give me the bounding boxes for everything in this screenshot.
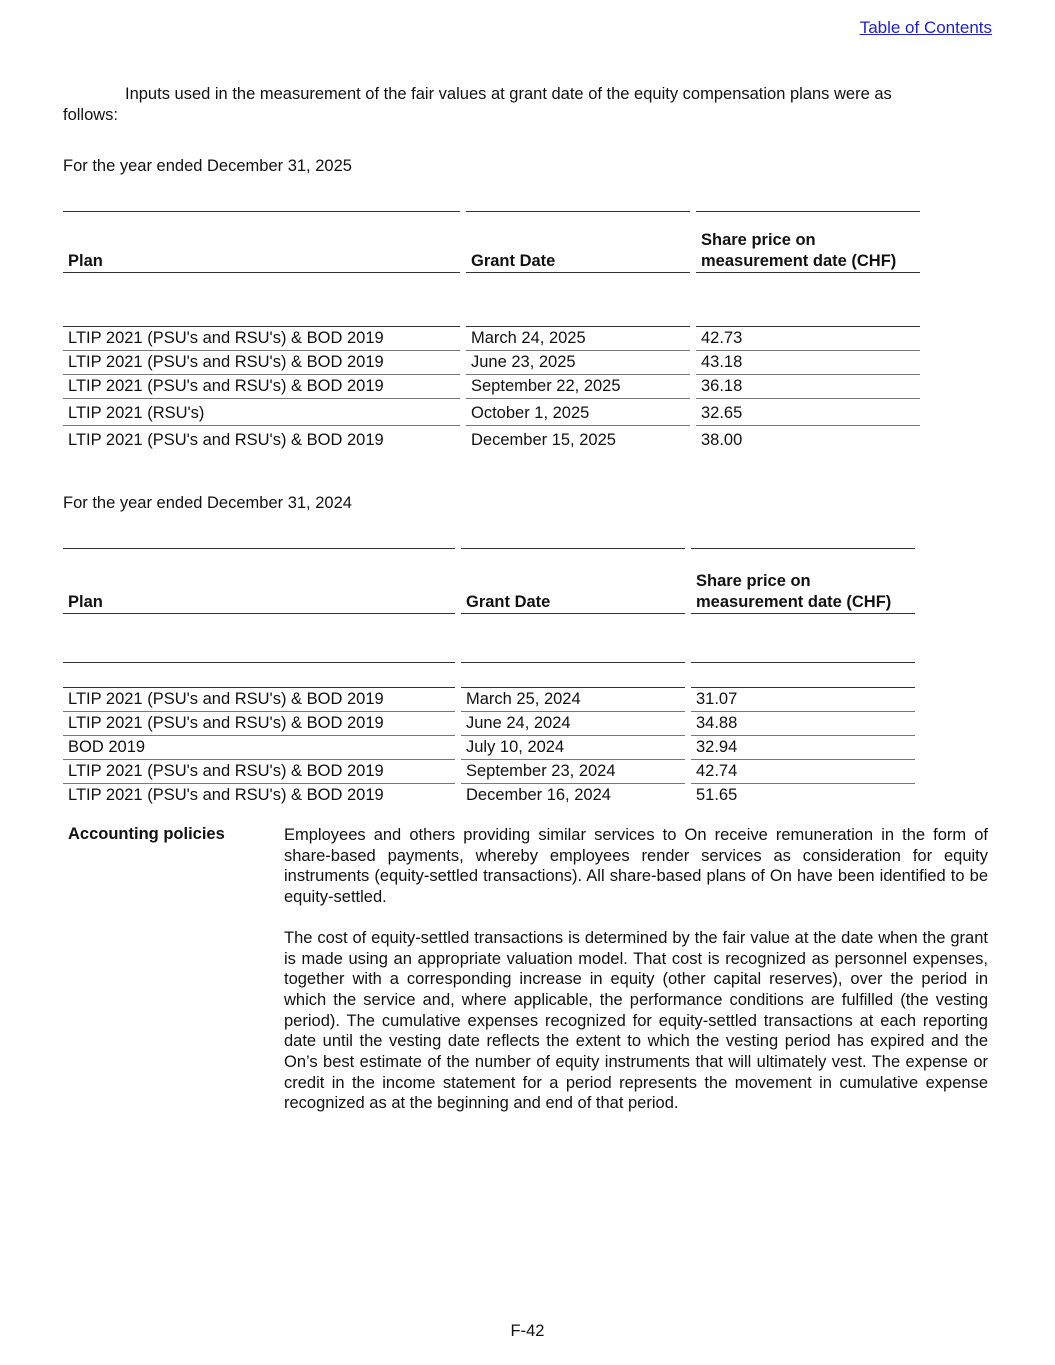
accounting-policies-body [284, 825, 988, 1134]
table-row: LTIP 2021 (PSU's and RSU's) & BOD 2019 September 22, 2025 36.18 [63, 375, 920, 399]
table-2025-title: For the year ended December 31, 2025 [63, 157, 352, 175]
table-2024-title: For the year ended December 31, 2024 [63, 494, 352, 512]
table-row: LTIP 2021 (PSU's and RSU's) & BOD 2019 June 24, 2024 34.88 [63, 712, 915, 736]
table-2025 [57, 211, 926, 452]
policy-paragraph: The cost of equity-settled transactions is determined by the fair value at the date when the grant is made using an appropriate valuation model. That cost is recognized as personnel expenses, together with a corresponding increase in equity (other capital reserves), over the period in which the service and, where applicable, the performance conditions are fulfilled (the vesting period). The cumulative expenses recognized for equity-settled transactions at each reporting date until the vesting date reflects the extent to which the vesting period has expired and the On’s best estimate of the number of equity instruments that will ultimately vest. The expense or credit in the income statement for a period represents the movement in cumulative expense recognized as at the beginning and end of that period. [284, 928, 988, 1113]
table-row: LTIP 2021 (PSU's and RSU's) & BOD 2019 March 25, 2024 31.07 [63, 687, 915, 712]
table-row: BOD 2019 July 10, 2024 32.94 [63, 736, 915, 760]
intro-paragraph [63, 84, 943, 126]
page-number: F-42 [510, 1322, 545, 1340]
intro-text: Inputs used in the measurement of the fair values at grant date of the equity compensation plans were as follows: [63, 85, 892, 124]
table-row: LTIP 2021 (PSU's and RSU's) & BOD 2019 December 15, 2025 38.00 [68, 431, 743, 449]
policy-paragraph: Employees and others providing similar services to On receive remuneration in the form of share-based payments, whereby employees render services as consideration for equity instruments (equity-settled transactions). All share-based plans of On have been identified to be equity-settled. [284, 826, 988, 907]
col-header-grant-date: Grant Date [461, 549, 685, 614]
col-header-grant-date: Grant Date [466, 212, 690, 273]
table-2024 [57, 548, 921, 807]
col-header-plan: Plan [63, 212, 460, 273]
table-row: LTIP 2021 (PSU's and RSU's) & BOD 2019 June 23, 2025 43.18 [63, 351, 920, 375]
table-row: LTIP 2021 (PSU's and RSU's) & BOD 2019 September 23, 2024 42.74 [63, 760, 915, 784]
col-header-share-price: Share price on measurement date (CHF) [691, 549, 915, 614]
table-of-contents-link[interactable]: Table of Contents [859, 18, 992, 37]
col-header-share-price: Share price on measurement date (CHF) [696, 212, 920, 273]
table-row: LTIP 2021 (PSU's and RSU's) & BOD 2019 December 16, 2024 51.65 [68, 786, 738, 804]
accounting-policies-label: Accounting policies [68, 825, 225, 843]
table-row: LTIP 2021 (RSU's) October 1, 2025 32.65 [63, 399, 920, 426]
col-header-plan: Plan [63, 549, 455, 614]
table-row: LTIP 2021 (PSU's and RSU's) & BOD 2019 March 24, 2025 42.73 [63, 326, 920, 351]
